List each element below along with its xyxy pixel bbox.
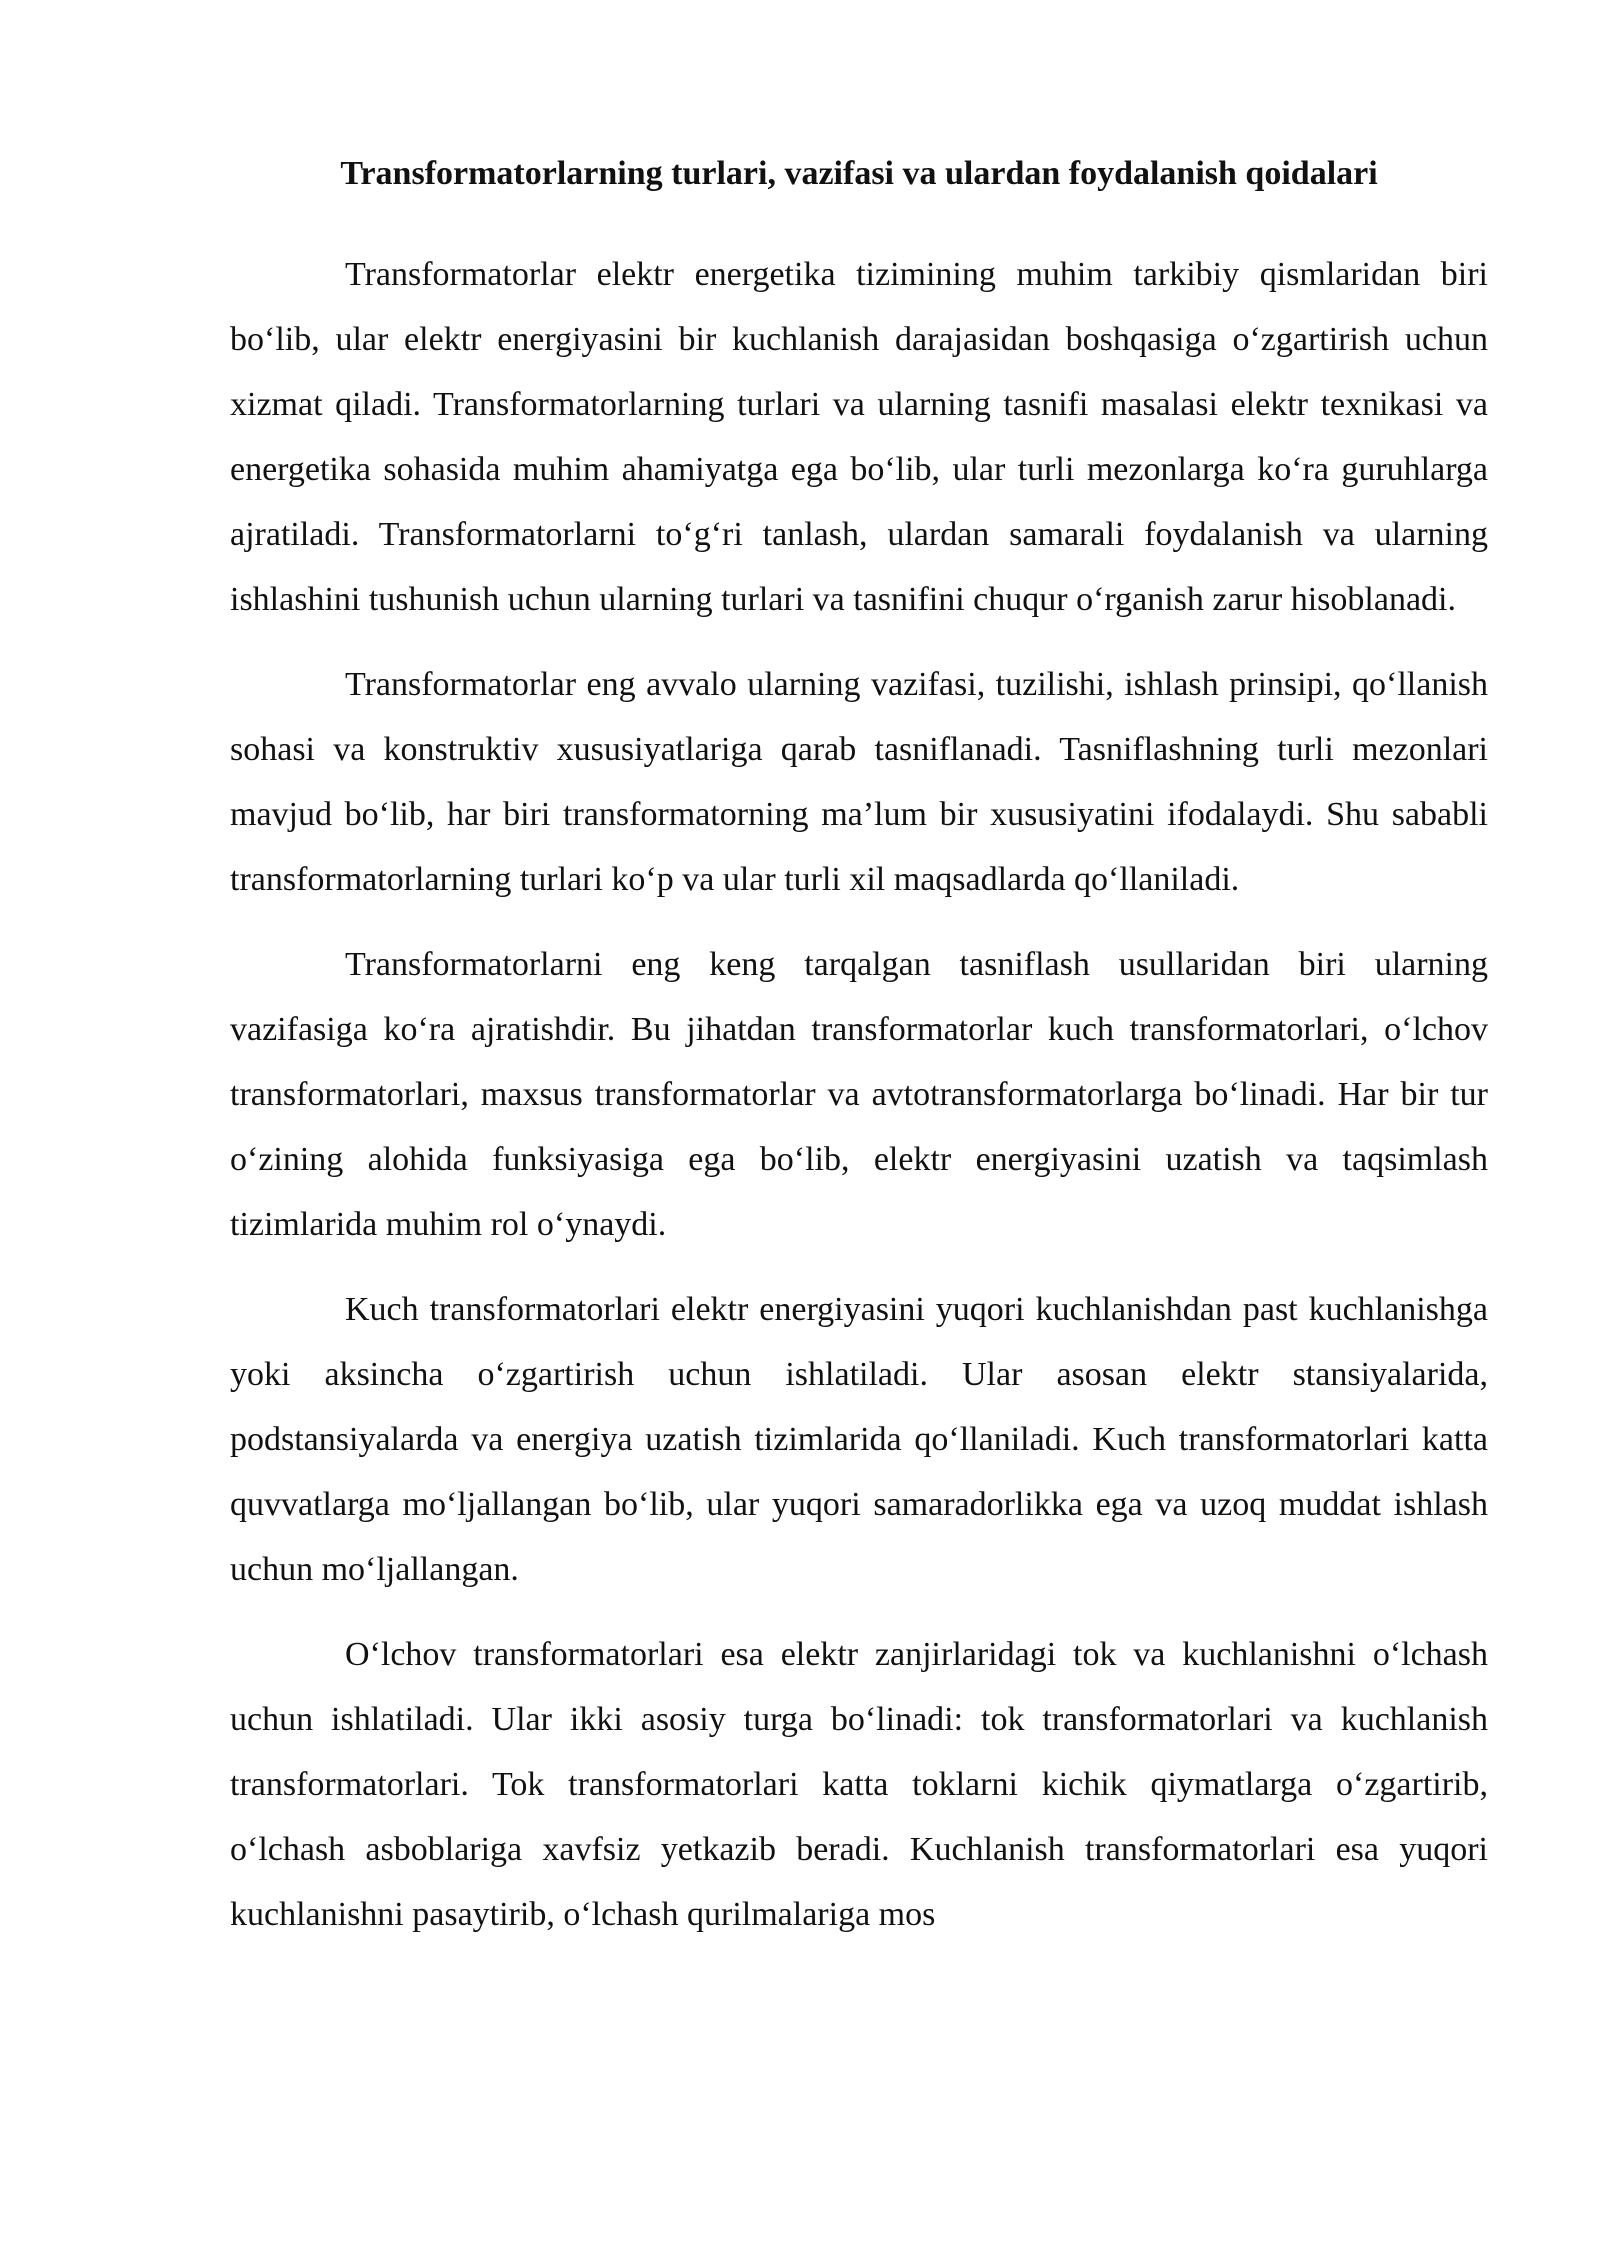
paragraph-2: Transformatorlar eng avvalo ularning vazifasi, tuzilishi, ishlash prinsipi, qo‘llanish sohasi va konstruktiv xususiyatlariga qarab tasniflanadi. Tasniflashning turli mezonlari mavjud bo‘lib, har biri transformatorning ma’lum bir xususiyatini ifodalaydi. Shu sababli transformatorlarning turlari ko‘p va ular turli xil maqsadlarda qo‘llaniladi. xyxy=(230,665,1488,898)
document-title: Transformatorlarning turlari, vazifasi va ulardan foydalanish qoidalari xyxy=(340,155,1378,192)
paragraph-1: Transformatorlar elektr energetika tizimining muhim tarkibiy qismlaridan biri bo‘lib, ular elektr energiyasini bir kuchlanish darajasidan boshqasiga o‘zgartirish uchun xizmat qiladi. Transformatorlarning turlari va ularning tasnifi masalasi elektr texnikasi va energetika sohasida muhim ahamiyatga ega bo‘lib, ular turli mezonlarga ko‘ra guruhlarga ajratiladi. Transformatorlarni to‘g‘ri tanlash, ulardan samarali foydalanish va ularning ishlashini tushunish uchun ularning turlari va tasnifini chuqur o‘rganish zarur hisoblanadi. xyxy=(230,255,1488,618)
paragraph-5: O‘lchov transformatorlari esa elektr zanjirlaridagi tok va kuchlanishni o‘lchash uchun ishlatiladi. Ular ikki asosiy turga bo‘linadi: tok transformatorlari va kuchlanish transformatorlari. Tok transformatorlari katta toklarni kichik qiymatlarga o‘zgartirib, o‘lchash asboblariga xavfsiz yetkazib beradi. Kuchlanish transformatorlari esa yuqori kuchlanishni pasaytirib, o‘lchash qurilmalariga mos xyxy=(230,1635,1488,1933)
document-body xyxy=(230,150,1488,1967)
paragraph-4: Kuch transformatorlari elektr energiyasini yuqori kuchlanishdan past kuchlanishga yoki aksincha o‘zgartirish uchun ishlatiladi. Ular asosan elektr stansiyalarida, podstansiyalarda va energiya uzatish tizimlarida qo‘llaniladi. Kuch transformatorlari katta quvvatlarga mo‘ljallangan bo‘lib, ular yuqori samaradorlikka ega va uzoq muddat ishlash uchun mo‘ljallangan. xyxy=(230,1290,1488,1588)
paragraph-3: Transformatorlarni eng keng tarqalgan tasniflash usullaridan biri ularning vazifasiga ko‘ra ajratishdir. Bu jihatdan transformatorlar kuch transformatorlari, o‘lchov transformatorlari, maxsus transformatorlar va avtotransformatorlarga bo‘linadi. Har bir tur o‘zining alohida funksiyasiga ega bo‘lib, elektr energiyasini uzatish va taqsimlash tizimlarida muhim rol o‘ynaydi. xyxy=(230,945,1488,1243)
